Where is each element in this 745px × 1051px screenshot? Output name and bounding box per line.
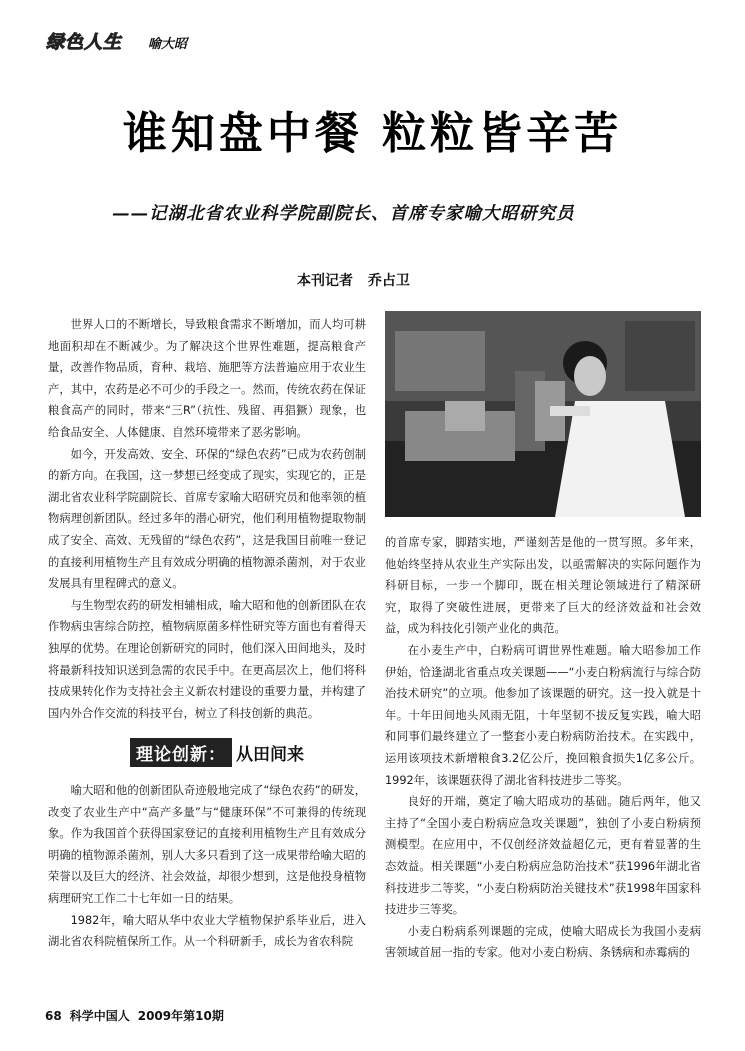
section-heading-plain: 从田间来	[236, 745, 304, 765]
column-tag: 绿色人生	[46, 32, 122, 53]
photo-researcher-microscope	[385, 311, 701, 517]
article-byline: 本刊记者 乔占卫	[297, 273, 410, 289]
article-subtitle: ——记湖北省农业科学院副院长、首席专家喻大昭研究员	[112, 204, 575, 224]
column-author: 喻大昭	[148, 37, 188, 52]
section-heading	[130, 738, 304, 767]
section-heading-boxed: 理论创新：	[130, 738, 232, 767]
paragraph: 良好的开端，奠定了喻大昭成功的基础。随后两年，他又主持了“全国小麦白粉病应急攻关课题”，独创了小麦白粉病预测模型。在应用中，不仅创经济效益超亿元，更有着显著的生态效益。相关课题“小麦白粉病应急防治技术”获1996年湖北省科技进步二等奖，“小麦白粉病防治关键技术”获1998年国家科技进步三等奖。	[385, 795, 701, 917]
left-column-top	[48, 314, 366, 724]
issue-label: 2009年第10期	[137, 1009, 224, 1023]
magazine-name: 科学中国人	[69, 1009, 130, 1023]
right-column	[385, 532, 701, 964]
paragraph: 喻大昭和他的创新团队奇迹般地完成了“绿色农药”的研发，改变了农业生产中“高产多量”与“健康环保”不可兼得的传统现象。作为我国首个获得国家登记的直接利用植物生产且有效成分明确的植物源杀菌剂，别人大多只看到了这一成果带给喻大昭的荣誉以及巨大的经济、社会效益，却很少想到，这是他投身植物病理研究工作二十七年如一日的结果。	[48, 784, 366, 905]
paragraph: 1982年，喻大昭从华中农业大学植物保护系毕业后，进入湖北省农科院植保所工作。从一个科研新手，成长为省农科院	[48, 913, 366, 949]
paragraph: 与生物型农药的研发相辅相成，喻大昭和他的创新团队在农作物病虫害综合防控，植物病原菌多样性研究等方面也有着得天独厚的优势。在理论创新研究的同时，他们深入田间地头，及时将最新科技知识送到急需的农民手中。在更高层次上，他们将科技成果转化作为支持社会主义新农村建设的重要力量，并构建了国内外合作交流的科技平台，树立了科技创新的典范。	[48, 598, 366, 720]
photo-illustration	[385, 311, 701, 517]
paragraph: 在小麦生产中，白粉病可谓世界性难题。喻大昭参加工作伊始，恰逢湖北省重点攻关课题——“小麦白粉病流行与综合防治技术研究”的立项。他参加了该课题的研究。这一投入就是十年。十年田间地头风雨无阻，十年坚韧不拔反复实践，喻大昭和同事们最终建立了一整套小麦白粉病防治技术。在实践中，运用该项技术新增粮食3.2亿公斤，挽回粮食损失1亿多公斤。1992年，该课题获得了湖北省科技进步二等奖。	[385, 643, 701, 787]
paragraph: 小麦白粉病系列课题的完成，使喻大昭成长为我国小麦病害领域首屈一指的专家。他对小麦白粉病、条锈病和赤霉病的	[385, 924, 701, 960]
left-column-bottom	[48, 780, 366, 953]
paragraph: 世界人口的不断增长，导致粮食需求不断增加，而人均可耕地面积却在不断减少。为了解决这个世界性难题，提高粮食产量，改善作物品质，育种、栽培、施肥等方法普遍应用于农业生产，其中，农药是必不可少的手段之一。然而，传统农药在保证粮食高产的同时，带来“三R”（抗性、残留、再猖獗）现象，也给食品安全、人体健康、自然环境带来了恶劣影响。	[48, 318, 366, 439]
paragraph: 的首席专家，脚踏实地，严谨刻苦是他的一贯写照。多年来，他始终坚持从农业生产实际出发，以亟需解决的实际问题作为科研目标，一步一个脚印，既在相关理论领域进行了精深研究，取得了突破性进展，更带来了巨大的经济效益和社会效益，成为科技化引领产业化的典范。	[385, 536, 701, 636]
page-number: 68	[45, 1009, 62, 1023]
page-footer	[45, 1007, 232, 1024]
paragraph: 如今，开发高效、安全、环保的“绿色农药”已成为农药创制的新方向。在我国，这一梦想已经变成了现实，实现它的，正是湖北省农业科学院副院长、首席专家喻大昭研究员和他率领的植物病理创新团队。经过多年的潜心研究，他们利用植物提取物制成了安全、高效、无残留的“绿色农药”，这是我国目前唯一登记的直接利用植物生产且有效成分明确的植物源杀菌剂，对于农业发展具有里程碑式的意义。	[48, 447, 366, 591]
article-title: 谁知盘中餐 粒粒皆辛苦	[122, 108, 623, 159]
